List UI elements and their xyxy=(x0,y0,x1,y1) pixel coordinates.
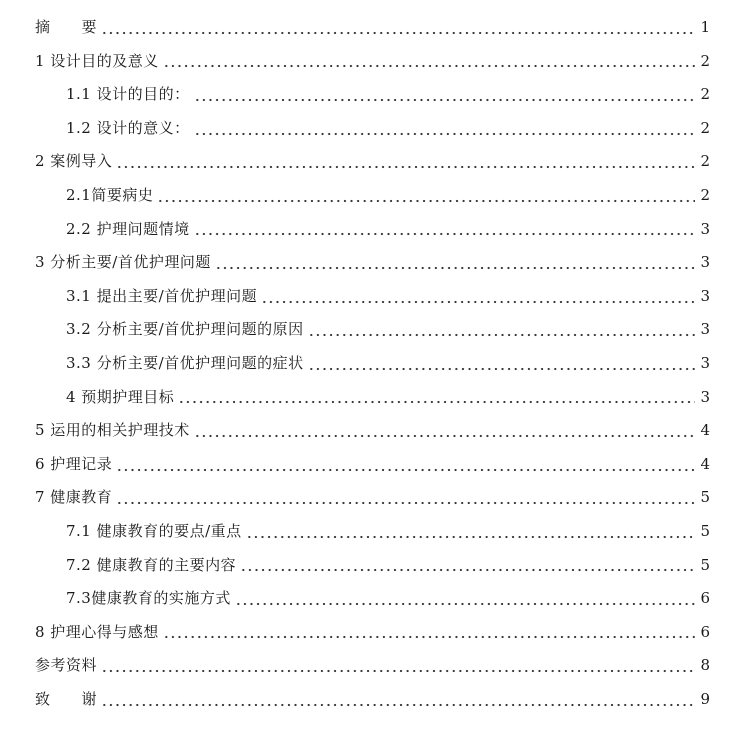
toc-entry-title: 摘 要 xyxy=(35,18,98,36)
toc-entry xyxy=(35,280,710,314)
dot-leader xyxy=(215,256,696,270)
toc-entry-page-number: 3 xyxy=(700,253,710,272)
dot-leader xyxy=(101,693,695,707)
dot-leader xyxy=(116,491,695,505)
toc-entry xyxy=(35,649,710,683)
toc-entry-page-number: 5 xyxy=(700,555,710,574)
toc-entry xyxy=(35,179,710,213)
toc-entry-page-number: 3 xyxy=(700,353,710,372)
toc-entry xyxy=(35,381,710,415)
toc-entry xyxy=(35,414,710,448)
dot-leader xyxy=(308,357,696,371)
toc-entry-title: 3.1 提出主要/首优护理问题 xyxy=(66,286,258,305)
toc-entry-page-number: 4 xyxy=(700,421,710,440)
toc-entry-page-number: 6 xyxy=(700,589,710,608)
dot-leader xyxy=(178,390,695,404)
dot-leader xyxy=(101,659,695,673)
toc-entry-title: 3 分析主要/首优护理问题 xyxy=(35,253,211,272)
toc-entry-title: 2.2 护理问题情境 xyxy=(66,219,190,238)
toc-entry-title: 1.1 设计的目的： xyxy=(66,85,190,104)
toc-entry-page-number: 3 xyxy=(700,219,710,238)
dot-leader xyxy=(235,592,696,606)
dot-leader xyxy=(261,290,695,304)
dot-leader xyxy=(194,88,696,102)
toc-entry-title: 7.3健康教育的实施方式 xyxy=(66,589,231,608)
toc-entry-page-number: 2 xyxy=(700,85,710,104)
toc-entry-page-number: 8 xyxy=(700,656,710,675)
toc-entry-title: 1 设计目的及意义 xyxy=(35,51,159,70)
toc-entry-page-number: 2 xyxy=(700,51,710,70)
dot-leader xyxy=(101,21,695,35)
toc-entry-title: 5 运用的相关护理技术 xyxy=(35,421,190,440)
toc-entry xyxy=(35,246,710,280)
toc-entry xyxy=(35,582,710,616)
dot-leader xyxy=(194,122,696,136)
toc-entry-title: 7.2 健康教育的主要内容 xyxy=(66,555,237,574)
dot-leader xyxy=(246,525,696,539)
toc-entry xyxy=(35,616,710,650)
toc-entry xyxy=(35,683,710,717)
dot-leader xyxy=(308,323,696,337)
toc-entry-page-number: 2 xyxy=(700,152,710,171)
toc-entry xyxy=(35,145,710,179)
toc-entry-page-number: 2 xyxy=(700,185,710,204)
toc-entry xyxy=(35,213,710,247)
toc-entry-page-number: 3 xyxy=(700,286,710,305)
toc-entry-page-number: 6 xyxy=(700,622,710,641)
toc-entry-title: 参考资料 xyxy=(35,656,98,675)
toc-entry xyxy=(35,448,710,482)
toc-entry-page-number: 2 xyxy=(700,118,710,137)
toc-entry-title: 2 案例导入 xyxy=(35,152,113,171)
toc-entry-page-number: 9 xyxy=(700,689,710,708)
toc-entry-page-number: 5 xyxy=(700,521,710,540)
toc-entry-title: 3.3 分析主要/首优护理问题的症状 xyxy=(66,353,304,372)
dot-leader xyxy=(240,558,695,572)
toc-entry xyxy=(35,45,710,79)
toc-entry-title: 4 预期护理目标 xyxy=(66,387,175,406)
toc-entry-title: 6 护理记录 xyxy=(35,454,113,473)
toc-entry-page-number: 4 xyxy=(700,454,710,473)
toc-entry-page-number: 3 xyxy=(700,320,710,339)
dot-leader xyxy=(163,54,696,68)
dot-leader xyxy=(157,189,695,203)
toc-entry-title: 致 谢 xyxy=(35,689,98,708)
toc-entry-title: 1.2 设计的意义： xyxy=(66,118,190,137)
toc-entry-title: 3.2 分析主要/首优护理问题的原因 xyxy=(66,320,304,339)
toc-entry xyxy=(35,78,710,112)
toc-entry-title: 7 健康教育 xyxy=(35,488,113,507)
toc-entry xyxy=(35,481,710,515)
toc-entry-title: 2.1简要病史 xyxy=(66,185,154,204)
toc-entry xyxy=(35,549,710,583)
toc-entry-title: 8 护理心得与感想 xyxy=(35,622,159,641)
toc-entry-page-number: 1 xyxy=(700,18,710,36)
toc-entry-title: 7.1 健康教育的要点/重点 xyxy=(66,521,242,540)
toc-entry xyxy=(35,515,710,549)
toc-entry-page-number: 5 xyxy=(700,488,710,507)
dot-leader xyxy=(194,424,696,438)
toc-entry xyxy=(35,11,710,45)
toc-entry xyxy=(35,347,710,381)
dot-leader xyxy=(194,222,696,236)
dot-leader xyxy=(163,625,696,639)
toc-entry xyxy=(35,112,710,146)
toc-entry xyxy=(35,313,710,347)
dot-leader xyxy=(116,155,695,169)
table-of-contents xyxy=(35,11,710,716)
dot-leader xyxy=(116,458,695,472)
toc-entry-page-number: 3 xyxy=(700,387,710,406)
